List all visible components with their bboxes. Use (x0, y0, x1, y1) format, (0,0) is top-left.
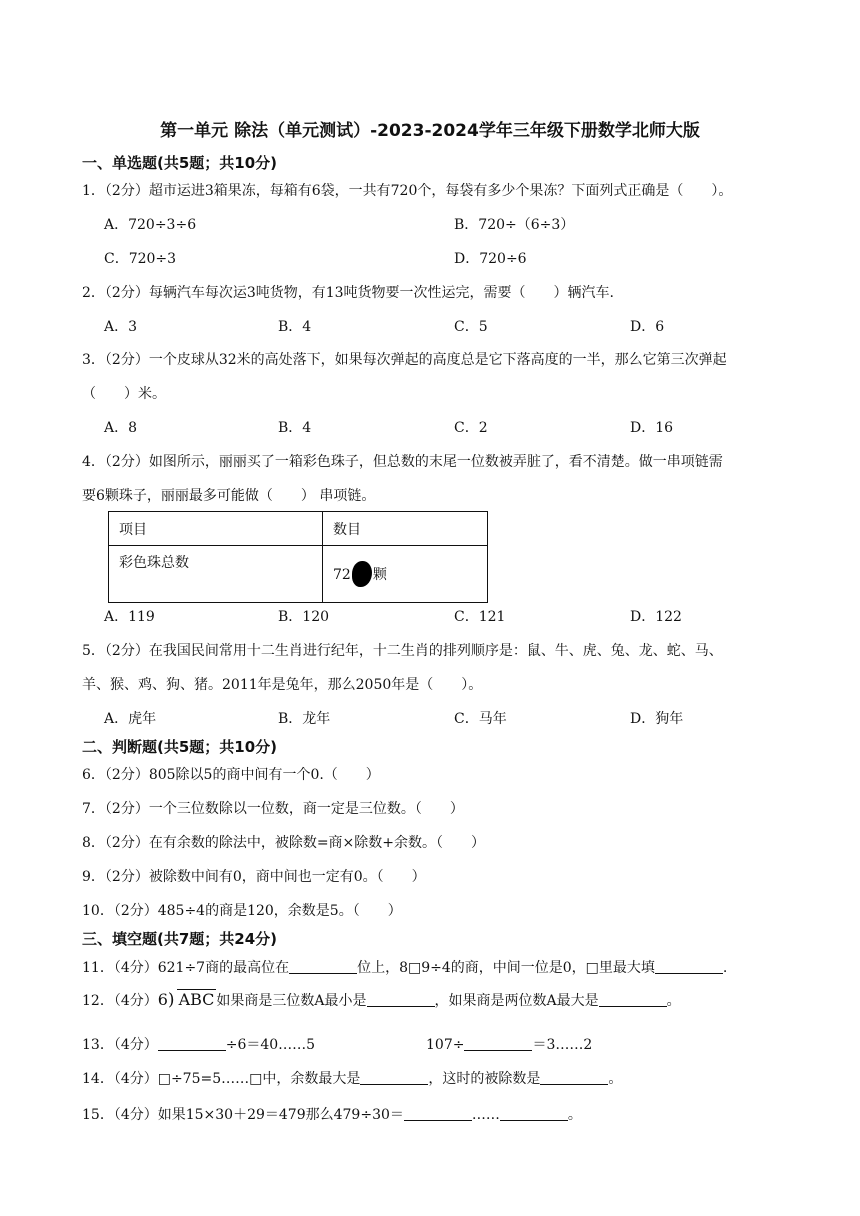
q13-blank-2[interactable] (464, 1036, 532, 1051)
q4-option-c[interactable]: C．121 (454, 609, 506, 625)
q15-blank-2[interactable] (500, 1106, 568, 1121)
q12-text-1: 12．（4分） (82, 993, 158, 1009)
q12-divisor: 6 (157, 990, 168, 1009)
section-heading-true-false: 二、判断题(共5题；共10分) (82, 738, 278, 756)
question-2: 2．（2分）每辆汽车每次运3吨货物，有13吨货物要一次性运完，需要（ ）辆汽车. (82, 285, 614, 301)
question-15 (82, 1104, 582, 1124)
section-heading-fill-in: 三、填空题(共7题；共24分) (82, 930, 278, 948)
ink-blot-icon (352, 561, 372, 587)
q3-option-a[interactable]: A．8 (104, 420, 138, 436)
bead-count-unit: 颗 (372, 567, 387, 583)
question-3-line-1: 3．（2分）一个皮球从32米的高处落下，如果每次弹起的高度总是它下落高度的一半，那么它第三次弹起 (82, 352, 727, 368)
q13-blank-1[interactable] (158, 1036, 226, 1051)
bead-count-digits: 72 (333, 567, 351, 583)
q12-text-4: 。 (666, 993, 681, 1009)
q5-option-d[interactable]: D．狗年 (630, 711, 684, 727)
q11-blank-2[interactable] (655, 959, 723, 974)
bead-table (108, 511, 488, 603)
q4-option-b[interactable]: B．120 (278, 609, 330, 625)
q3-option-c[interactable]: C．2 (454, 420, 488, 436)
q12-blank-1[interactable] (367, 992, 435, 1007)
q2-option-b[interactable]: B．4 (278, 319, 312, 335)
q14-text-1: 14．（4分）□÷75=5……□中，余数最大是 (82, 1071, 361, 1087)
question-12 (82, 990, 681, 1010)
question-3-line-2: （ ）米。 (82, 386, 166, 402)
table-cell-bead-total: 彩色珠总数 (109, 546, 323, 603)
q1-option-c[interactable]: C．720÷3 (104, 251, 177, 267)
q15-text-1: 15．（4分）如果15×30＋29＝479那么479÷30＝ (82, 1107, 404, 1123)
q5-option-b[interactable]: B．龙年 (278, 711, 331, 727)
q3-option-b[interactable]: B．4 (278, 420, 312, 436)
q15-blank-1[interactable] (404, 1106, 472, 1121)
question-7: 7．（2分）一个三位数除以一位数，商一定是三位数。（ ） (82, 801, 464, 817)
q14-blank-2[interactable] (540, 1070, 608, 1085)
q12-text-2: 如果商是三位数A最小是 (216, 993, 367, 1009)
q11-text-3: . (722, 960, 728, 976)
q14-text-3: 。 (608, 1071, 623, 1087)
q11-text-1: 11．（4分）621÷7商的最高位在 (82, 960, 290, 976)
q15-text-3: 。 (567, 1107, 582, 1123)
table-header-item: 项目 (109, 512, 323, 546)
q13-text-1: 13．（4分） (82, 1037, 158, 1053)
table-cell-bead-count (323, 546, 488, 603)
q1-option-b[interactable]: B．720÷（6÷3） (454, 217, 575, 233)
q5-option-c[interactable]: C．马年 (454, 711, 507, 727)
question-10: 10．（2分）485÷4的商是120，余数是5。（ ） (82, 903, 402, 919)
question-5-line-2: 羊、猴、鸡、狗、猪。2011年是兔年，那么2050年是（ ）。 (82, 677, 483, 693)
q13-text-2: ÷6＝40……5 (225, 1037, 316, 1053)
question-9: 9．（2分）被除数中间有0，商中间也一定有0。（ ） (82, 869, 426, 885)
q12-text-3: ，如果商是两位数A最大是 (434, 993, 599, 1009)
q13-text-3: 107÷ (426, 1037, 465, 1053)
q11-text-2: 位上，8□9÷4的商，中间一位是0，□里最大填 (357, 960, 655, 976)
q1-option-d[interactable]: D．720÷6 (454, 251, 527, 267)
question-13-part-2 (426, 1034, 592, 1054)
q2-option-a[interactable]: A．3 (104, 319, 138, 335)
question-4-line-2: 要6颗珠子，丽丽最多可能做（ ） 串项链。 (82, 488, 376, 504)
question-4-line-1: 4．（2分）如图所示，丽丽买了一箱彩色珠子，但总数的末尾一位数被弄脏了，看不清楚。做一串项链需 (82, 454, 723, 470)
question-5-line-1: 5．（2分）在我国民间常用十二生肖进行纪年，十二生肖的排列顺序是：鼠、牛、虎、兔、龙、蛇、马、 (82, 643, 723, 659)
q13-text-4: ＝3……2 (532, 1037, 593, 1053)
q15-text-2: …… (471, 1107, 500, 1123)
q5-option-a[interactable]: A．虎年 (104, 711, 157, 727)
question-8: 8．（2分）在有余数的除法中，被除数=商×除数+余数。（ ） (82, 835, 486, 851)
q12-blank-2[interactable] (599, 992, 667, 1007)
table-header-count: 数目 (323, 512, 488, 546)
question-14 (82, 1068, 622, 1088)
q11-blank-1[interactable] (289, 959, 357, 974)
q4-option-d[interactable]: D．122 (630, 609, 682, 625)
q12-dividend: ABC (178, 990, 215, 1009)
question-13 (82, 1034, 315, 1054)
q4-option-a[interactable]: A．119 (104, 609, 155, 625)
page-title: 第一单元 除法（单元测试）-2023-2024学年三年级下册数学北师大版 (160, 121, 700, 141)
question-11 (82, 957, 727, 977)
q1-option-a[interactable]: A．720÷3÷6 (104, 217, 197, 233)
long-division-symbol: 6) ABC (157, 990, 215, 1010)
q2-option-d[interactable]: D．6 (630, 319, 665, 335)
q14-blank-1[interactable] (360, 1070, 428, 1085)
q3-option-d[interactable]: D．16 (630, 420, 674, 436)
q2-option-c[interactable]: C．5 (454, 319, 488, 335)
question-6: 6．（2分）805除以5的商中间有一个0.（ ） (82, 767, 380, 783)
q14-text-2: ，这时的被除数是 (428, 1071, 541, 1087)
section-heading-single-choice: 一、单选题(共5题；共10分) (82, 154, 278, 172)
question-1: 1．（2分）超市运进3箱果冻，每箱有6袋，一共有720个，每袋有多少个果冻？下面列式正确是（ ）。 (82, 183, 733, 199)
